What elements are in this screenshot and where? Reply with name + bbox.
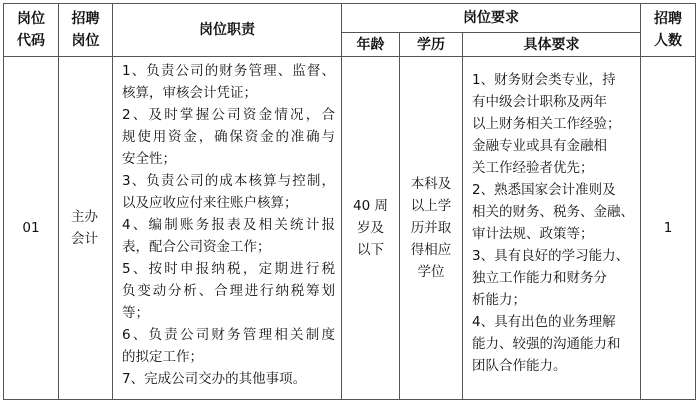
requirement-line: 能力、较强的沟通能力和 xyxy=(472,336,621,352)
duty-line: 规使用资金，确保资金的准确与 xyxy=(122,129,335,145)
header-code-line2: 代码 xyxy=(17,33,45,49)
requirement-line: 1、财务财会类专业，持 xyxy=(472,72,616,88)
education-line: 得相应 xyxy=(410,242,452,258)
education-line: 历并取 xyxy=(410,220,452,236)
duty-line: 以及应收应付来往账户核算； xyxy=(122,195,298,211)
table-row xyxy=(4,57,696,400)
header-duties: 岗位职责 xyxy=(113,4,342,57)
header-count-line1: 招聘 xyxy=(654,11,682,27)
header-post-line1: 招聘 xyxy=(71,11,100,27)
duty-line: 核算，审核会计凭证； xyxy=(122,85,257,101)
header-age: 年龄 xyxy=(342,33,400,57)
requirement-line: 析能力； xyxy=(472,292,526,308)
duty-line: 1、负责公司的财务管理、监督、 xyxy=(122,63,335,79)
header-recruit-count xyxy=(641,4,696,57)
cell-duties xyxy=(113,57,342,400)
age-text xyxy=(342,195,399,261)
header-code-line1: 岗位 xyxy=(17,11,45,27)
age-line: 岁及 xyxy=(357,220,384,236)
requirement-line: 审计法规、政策等； xyxy=(472,226,594,242)
education-line: 本科及 xyxy=(410,176,452,192)
requirement-line: 相关的财务、税务、金融、 xyxy=(472,204,634,220)
duty-line: 的拟定工作； xyxy=(122,349,203,365)
job-requirements-table xyxy=(3,3,696,400)
cell-specific-requirements xyxy=(463,57,641,400)
cell-position-code: 01 xyxy=(4,57,59,400)
header-post-line2: 岗位 xyxy=(71,33,100,49)
duty-line: 2、及时掌握公司资金情况，合 xyxy=(122,107,335,123)
requirement-line: 4、具有出色的业务理解 xyxy=(472,314,616,330)
requirement-line: 3、具有良好的学习能力、 xyxy=(472,248,630,264)
post-line2: 会计 xyxy=(71,231,98,247)
header-education: 学历 xyxy=(400,33,463,57)
duty-line: 负变动分析、合理进行纳税筹划 xyxy=(122,283,335,299)
cell-recruit-post xyxy=(59,57,113,400)
requirement-line: 关工作经验者优先； xyxy=(472,160,594,176)
duty-line: 安全性； xyxy=(122,151,176,167)
requirements-list xyxy=(463,57,640,377)
education-line: 学位 xyxy=(417,264,445,280)
requirement-line: 2、熟悉国家会计准则及 xyxy=(472,182,616,198)
header-requirements: 岗位要求 xyxy=(342,4,641,33)
requirement-line: 团队合作能力。 xyxy=(472,358,567,374)
header-count-line2: 人数 xyxy=(654,33,682,49)
cell-recruit-count: 1 xyxy=(641,57,696,400)
duty-line: 6、负责公司财务管理相关制度 xyxy=(122,327,335,343)
cell-education xyxy=(400,57,463,400)
header-recruit-post xyxy=(59,4,113,57)
requirement-line: 以上财务相关工作经验； xyxy=(472,116,621,132)
header-specific-requirements: 具体要求 xyxy=(463,33,641,57)
duty-line: 4、编制账务报表及相关统计报 xyxy=(122,217,335,233)
requirement-line: 有中级会计职称及两年 xyxy=(472,94,607,110)
age-line: 以下 xyxy=(357,242,384,258)
duty-line: 表，配合公司资金工作； xyxy=(122,239,271,255)
duties-list xyxy=(113,57,341,390)
requirement-line: 独立工作能力和财务分 xyxy=(472,270,607,286)
duty-line: 5、按时申报纳税，定期进行税 xyxy=(122,261,335,277)
duty-line: 7、完成公司交办的其他事项。 xyxy=(122,371,307,387)
duty-line: 等； xyxy=(122,305,149,321)
header-position-code xyxy=(4,4,59,57)
education-line: 以上学 xyxy=(410,198,452,214)
cell-age xyxy=(342,57,400,400)
post-line1: 主办 xyxy=(71,209,98,225)
age-line: 40 周 xyxy=(353,198,388,214)
education-text xyxy=(400,173,462,283)
requirement-line: 金融专业或具有金融相 xyxy=(472,138,607,154)
duty-line: 3、负责公司的成本核算与控制， xyxy=(122,173,335,189)
